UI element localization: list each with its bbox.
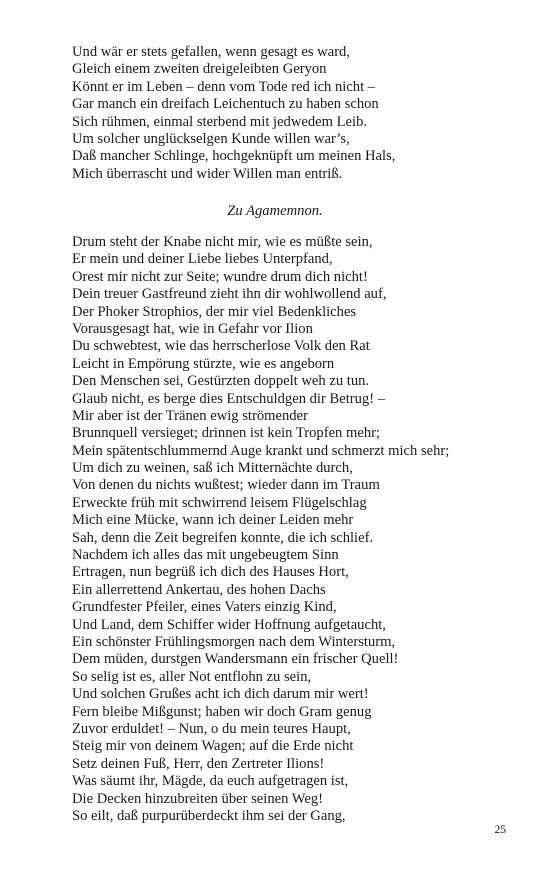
verse-line: Vorausgesagt hat, wie in Gefahr vor Ilion — [72, 320, 313, 337]
verse-stanza-1 — [72, 44, 542, 183]
verse-line: Grundfester Pfeiler, eines Vaters einzig Kind, — [72, 599, 337, 616]
verse-line: Mir aber ist der Tränen ewig strömender — [72, 407, 308, 424]
verse-line: Leicht in Empörung stürzte, wie es angeborn — [72, 355, 335, 372]
verse-line: Orest mir nicht zur Seite; wundre drum dich nicht! — [72, 268, 368, 285]
verse-line: Er mein und deiner Liebe liebes Unterpfand, — [72, 251, 333, 268]
verse-line: Gleich einem zweiten dreigeleibten Geryon — [72, 61, 327, 78]
page-number: 25 — [494, 824, 506, 836]
verse-line: Könnt er im Leben – denn vom Tode red ich nicht – — [72, 78, 376, 95]
verse-line: Mein spätentschlummernd Auge krankt und schmerzt mich sehr; — [72, 442, 450, 459]
verse-line: Ein schönster Frühlingsmorgen nach dem Wintersturm, — [72, 633, 396, 650]
verse-line: Ein allerrettend Ankertau, des hohen Dachs — [72, 581, 326, 598]
verse-line: Steig mir von deinem Wagen; auf die Erde nicht — [72, 738, 354, 755]
verse-line: Und solchen Grußes acht ich dich darum mir wert! — [72, 686, 369, 703]
verse-line: Gar manch ein dreifach Leichentuch zu haben schon — [72, 96, 379, 113]
verse-line: Sich rühmen, einmal sterbend mit jedwedem Leib. — [72, 113, 368, 130]
verse-line: Um dich zu weinen, saß ich Mitternächte durch, — [72, 460, 353, 477]
verse-line: Drum steht der Knabe nicht mir, wie es müßte sein, — [72, 234, 373, 250]
verse-line: Zuvor erduldet! – Nun, o du mein teures Haupt, — [72, 720, 351, 737]
verse-line: Ertragen, nun begrüß ich dich des Hauses Hort, — [72, 564, 349, 581]
verse-line: Der Phoker Strophios, der mir viel Bedenkliches — [72, 303, 357, 320]
verse-line: Mich überrascht und wider Willen man entriß. — [72, 165, 343, 182]
verse-line: Fern bleibe Mißgunst; haben wir doch Gram genug — [72, 703, 372, 720]
verse-line: Du schwebtest, wie das herrscherlose Volk den Rat — [72, 338, 370, 355]
verse-line: Was säumt ihr, Mägde, da euch aufgetragen ist, — [72, 773, 349, 790]
verse-line: Daß mancher Schlinge, hochgeknüpft um meinen Hals, — [72, 148, 396, 165]
verse-line: Setz deinen Fuß, Herr, den Zertreter Ilions! — [72, 755, 325, 772]
verse-line: Von denen du nichts wußtest; wieder dann im Traum — [72, 477, 380, 494]
verse-line: Glaub nicht, es berge dies Entschuldgen dir Betrug! – — [72, 390, 386, 407]
verse-line: Und wär er stets gefallen, wenn gesagt es ward, — [72, 44, 350, 60]
section-heading: Zu Agamemnon. — [227, 203, 323, 219]
verse-line: Brunnquell versieget; drinnen ist kein Tropfen mehr; — [72, 425, 381, 442]
verse-line: So eilt, daß purpurüberdeckt ihm sei der Gang, — [72, 807, 346, 824]
verse-line: So selig ist es, aller Not entflohn zu sein, — [72, 668, 312, 685]
verse-stanza-2 — [72, 234, 542, 825]
verse-line: Den Menschen sei, Gestürzten doppelt weh zu tun. — [72, 373, 370, 390]
verse-line: Mich eine Mücke, wann ich deiner Leiden mehr — [72, 512, 354, 529]
verse-line: Erweckte früh mit schwirrend leisem Flügelschlag — [72, 494, 367, 511]
verse-line: Sah, denn die Zeit begreifen konnte, die ich schlief. — [72, 529, 374, 546]
verse-line: Und Land, dem Schiffer wider Hoffnung aufgetaucht, — [72, 616, 386, 633]
verse-line: Die Decken hinzubreiten über seinen Weg! — [72, 790, 324, 807]
verse-line: Dein treuer Gastfreund zieht ihn dir wohlwollend auf, — [72, 286, 387, 303]
verse-line: Dem müden, durstgen Wandersmann ein frischer Quell! — [72, 651, 399, 668]
verse-line: Nachdem ich alles das mit ungebeugtem Sinn — [72, 547, 339, 564]
verse-line: Um solcher unglückselgen Kunde willen war’s, — [72, 130, 350, 147]
